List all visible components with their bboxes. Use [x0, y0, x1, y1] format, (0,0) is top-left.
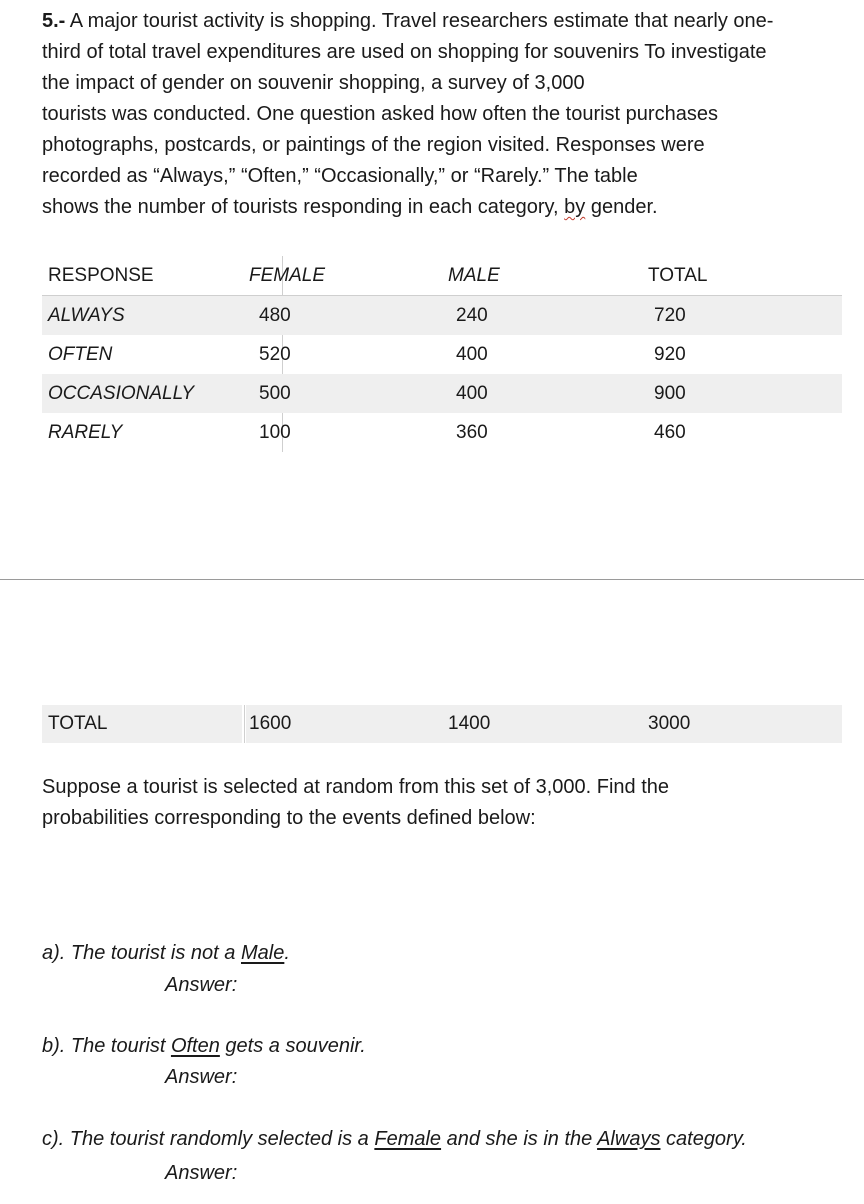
row-total: 920 — [654, 344, 686, 365]
problem-number: 5.- — [42, 10, 66, 32]
question-a: a). The tourist is not a Male. — [42, 942, 290, 964]
header-male: MALE — [448, 265, 500, 286]
header-female: FEMALE — [249, 265, 326, 286]
header-total: TOTAL — [648, 265, 708, 286]
section-divider — [0, 579, 864, 580]
table-row — [42, 374, 842, 413]
problem-line-6: recorded as “Always,” “Often,” “Occasionally,” or “Rarely.” The table — [42, 165, 638, 187]
answer-label-b: Answer: — [165, 1066, 238, 1088]
keyword-male: Male — [240, 942, 285, 964]
totals-label: TOTAL — [48, 713, 108, 734]
spellcheck-flag: by — [564, 196, 586, 218]
problem-statement — [42, 6, 852, 223]
totals-female: 1600 — [249, 713, 292, 734]
row-female: 500 — [259, 383, 291, 404]
table-row — [42, 335, 842, 374]
answer-label-c: Answer: — [165, 1162, 238, 1184]
keyword-often: Often — [170, 1035, 220, 1057]
problem-line-2: third of total travel expenditures are used on shopping for souvenirs To investigate — [42, 41, 767, 63]
row-female: 520 — [259, 344, 291, 365]
row-female: 100 — [259, 422, 291, 443]
row-response: OFTEN — [48, 344, 113, 365]
keyword-always: Always — [597, 1128, 661, 1150]
row-male: 400 — [456, 344, 488, 365]
row-male: 360 — [456, 422, 488, 443]
header-response: RESPONSE — [48, 265, 154, 286]
problem-line-1: 5.- A major tourist activity is shopping. Travel researchers estimate that nearly one- — [42, 10, 774, 32]
totals-total: 3000 — [648, 713, 691, 734]
row-response: ALWAYS — [48, 305, 125, 326]
row-total: 720 — [654, 305, 686, 326]
keyword-female: Female — [374, 1128, 442, 1150]
answer-label-a: Answer: — [165, 974, 238, 996]
totals-divider — [244, 705, 245, 743]
table-header-row — [42, 256, 842, 296]
row-response: OCCASIONALLY — [48, 383, 195, 404]
question-b: b). The tourist Often gets a souvenir. — [42, 1035, 366, 1057]
row-total: 460 — [654, 422, 686, 443]
problem-line-3: the impact of gender on souvenir shopping, a survey of 3,000 — [42, 72, 585, 94]
table-row — [42, 413, 842, 452]
problem-line-7: shows the number of tourists responding in each category, by gender. — [42, 196, 658, 218]
row-male: 400 — [456, 383, 488, 404]
row-response: RARELY — [48, 422, 123, 443]
problem-line-5: photographs, postcards, or paintings of the region visited. Responses were — [42, 134, 705, 156]
problem-line-4: tourists was conducted. One question asked how often the tourist purchases — [42, 103, 718, 125]
question-intro: Suppose a tourist is selected at random from this set of 3,000. Find the probabilities corresponding to the events defined below: — [42, 776, 670, 829]
totals-row — [42, 705, 842, 743]
row-male: 240 — [456, 305, 488, 326]
totals-values-bg — [246, 705, 842, 743]
row-female: 480 — [259, 305, 291, 326]
row-total: 900 — [654, 383, 686, 404]
response-table — [42, 256, 842, 452]
question-c: c). The tourist randomly selected is a Female and she is in the Always category. — [42, 1128, 747, 1150]
table-row — [42, 296, 842, 335]
totals-male: 1400 — [448, 713, 491, 734]
